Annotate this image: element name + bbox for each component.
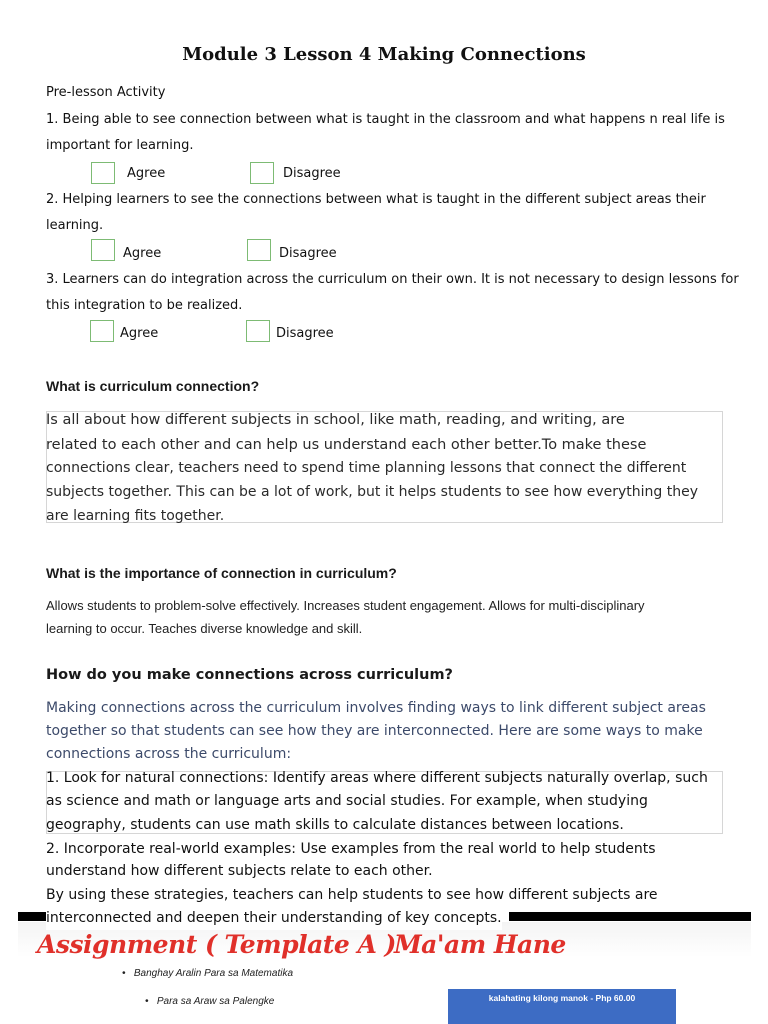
q2-disagree-label: Disagree	[279, 246, 337, 261]
answer-line: subjects together. This can be a lot of work, but it helps students to see how everything they	[46, 484, 699, 500]
q1-disagree-label: Disagree	[283, 166, 341, 181]
question-2-line-1: 2. Helping learners to see the connections between what is taught in the different subject areas their	[46, 192, 706, 207]
q2-agree-checkbox[interactable]	[91, 239, 115, 261]
question-3-line-2: this integration to be realized.	[46, 298, 243, 313]
question-3-line-1: 3. Learners can do integration across the curriculum on their own. It is not necessary to design lessons for	[46, 272, 739, 287]
price-box	[448, 989, 676, 1024]
intro-line: Making connections across the curriculum involves finding ways to link different subject areas	[46, 700, 706, 716]
point-1-line: as science and math or language arts and social studies. For example, when studying	[46, 793, 648, 809]
intro-line: together so that students can see how they are interconnected. Here are some ways to make	[46, 723, 703, 739]
question-1-line-2: important for learning.	[46, 138, 194, 153]
q3-agree-label: Agree	[120, 326, 159, 341]
answer-line: related to each other and can help us understand each other better.To make these	[46, 437, 647, 453]
divider-bar-left	[18, 912, 46, 921]
bullet-1: • Banghay Aralin Para sa Matematika	[122, 968, 293, 979]
point-2-line: understand how different subjects relate to each other.	[46, 863, 433, 879]
page-title: Module 3 Lesson 4 Making Connections	[182, 44, 586, 65]
bullet-2-text: Para sa Araw sa Palengke	[156, 996, 275, 1007]
q1-disagree-checkbox[interactable]	[250, 162, 274, 184]
curriculum-connection-heading: What is curriculum connection?	[46, 378, 260, 394]
point-2-line: 2. Incorporate real-world examples: Use examples from the real world to help students	[46, 841, 656, 857]
assignment-author: Ma'am Hane	[394, 930, 566, 959]
divider-bar-right	[509, 912, 751, 921]
q1-agree-checkbox[interactable]	[91, 162, 115, 184]
make-connections-heading: How do you make connections across curriculum?	[46, 667, 453, 683]
answer-line: connections clear, teachers need to spend time planning lessons that connect the different	[46, 460, 687, 476]
answer-line: are learning fits together.	[46, 508, 225, 524]
q3-agree-checkbox[interactable]	[90, 320, 114, 342]
question-1-line-1: 1. Being able to see connection between what is taught in the classroom and what happens n real life is	[46, 112, 725, 127]
point-1-line: 1. Look for natural connections: Identify areas where different subjects naturally overlap, such	[46, 770, 708, 786]
importance-line: Allows students to problem-solve effectively. Increases student engagement. Allows for multi-disciplinary	[46, 598, 645, 613]
q2-agree-label: Agree	[123, 246, 162, 261]
importance-line: learning to occur. Teaches diverse knowledge and skill.	[46, 621, 363, 636]
importance-heading: What is the importance of connection in curriculum?	[46, 565, 397, 581]
q2-disagree-checkbox[interactable]	[247, 239, 271, 261]
answer-line: Is all about how different subjects in school, like math, reading, and writing, are	[46, 412, 625, 428]
intro-line: connections across the curriculum:	[46, 746, 292, 762]
assignment-title: Assignment ( Template A )	[37, 930, 396, 959]
q3-disagree-label: Disagree	[276, 326, 334, 341]
price-label: kalahating kilong manok - Php 60.00	[488, 993, 636, 1003]
closing-line: By using these strategies, teachers can help students to see how different subjects are	[46, 887, 658, 903]
point-1-line: geography, students can use math skills to calculate distances between locations.	[46, 817, 624, 833]
bullet-1-text: Banghay Aralin Para sa Matematika	[133, 968, 293, 979]
bullet-2: • Para sa Araw sa Palengke	[145, 996, 275, 1007]
q1-agree-label: Agree	[127, 166, 166, 181]
q3-disagree-checkbox[interactable]	[246, 320, 270, 342]
question-2-line-2: learning.	[46, 218, 104, 233]
pre-lesson-heading: Pre-lesson Activity	[46, 85, 166, 100]
closing-line: interconnected and deepen their understanding of key concepts.	[46, 907, 502, 930]
